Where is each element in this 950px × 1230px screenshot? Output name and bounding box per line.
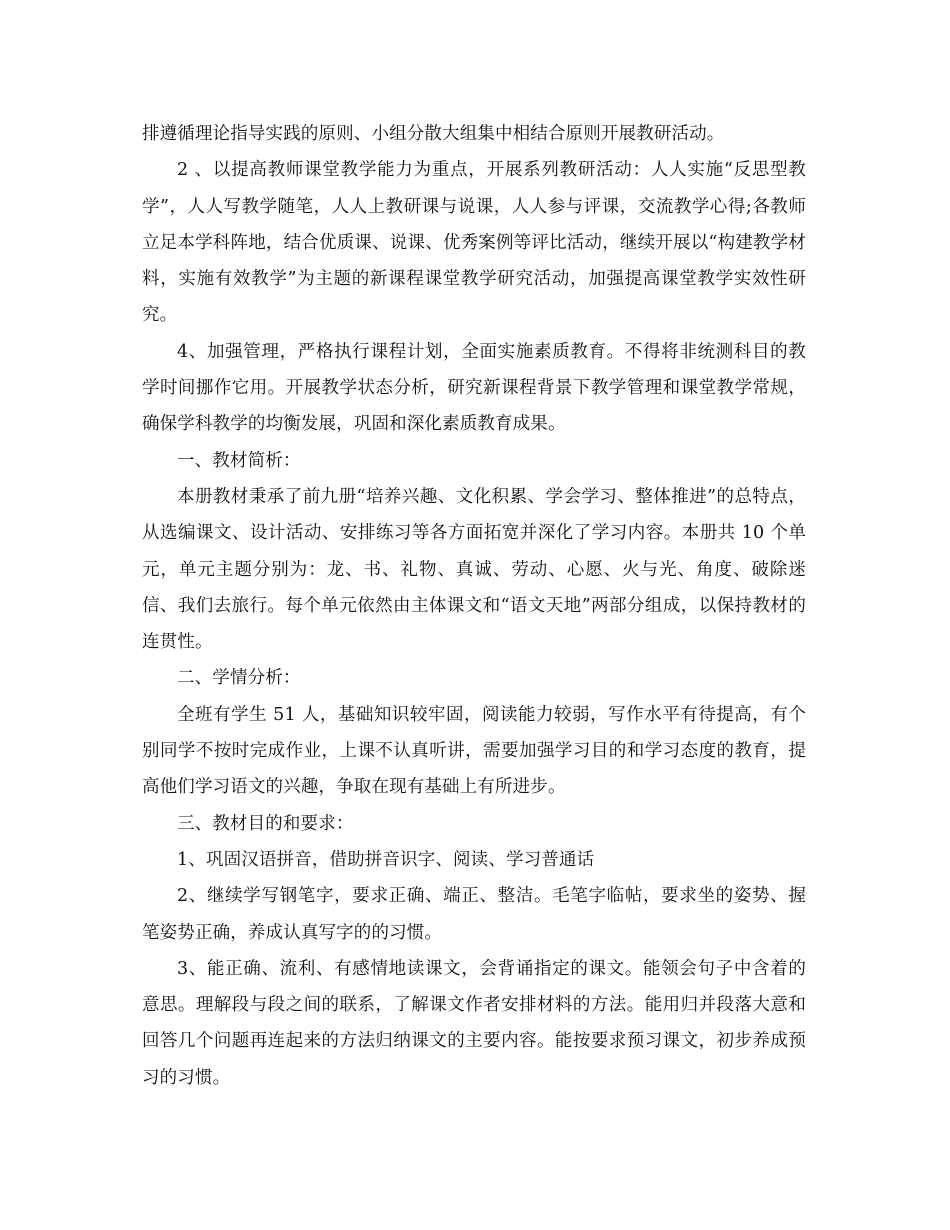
paragraph-student-analysis: 全班有学生 51 人，基础知识较牢固，阅读能力较弱，写作水平有待提高，有个别同学不按时完成作业，上课不认真听讲，需要加强学习目的和学习态度的教育，提高他们学习语文的兴趣，争取在现有基础上有所进步。	[142, 704, 806, 798]
section-heading-goals: 三、教材目的和要求：	[177, 813, 354, 834]
paragraph-item-2: 2 、以提高教师课堂教学能力为重点，开展系列教研活动：人人实施“反思型教学”，人人写教学随笔，人人上教研课与说课，人人参与评课，交流教学心得;各教师立足本学科阵地，结合优质课、说课、优秀案例等评比活动，继续开展以“构建教学材料，实施有效教学”为主题的新课程课堂教学研究活动，加强提高课堂教学实效性研究。	[142, 160, 806, 326]
goal-item-2: 2、继续学写钢笔字，要求正确、端正、整洁。毛笔字临帖，要求坐的姿势、握笔姿势正确，养成认真写字的的习惯。	[142, 886, 806, 943]
paragraph-item-4: 4、加强管理，严格执行课程计划，全面实施素质教育。不得将非统测科目的教学时间挪作它用。开展教学状态分析，研究新课程背景下教学管理和课堂教学常规，确保学科教学的均衡发展，巩固和深化素质教育成果。	[142, 341, 806, 435]
document-body	[142, 116, 806, 1096]
goal-item-3: 3、能正确、流利、有感情地读课文，会背诵指定的课文。能领会句子中含着的意思。理解段与段之间的联系，了解课文作者安排材料的方法。能用归并段落大意和回答几个问题再连起来的方法归纳课文的主要内容。能按要求预习课文，初步养成预习的习惯。	[142, 958, 806, 1088]
goal-item-1: 1、巩固汉语拼音，借助拼音识字、阅读、学习普通话	[177, 849, 595, 870]
paragraph-textbook-analysis: 本册教材秉承了前九册“培养兴趣、文化积累、学会学习、整体推进”的总特点，从选编课文、设计活动、安排练习等各方面拓宽并深化了学习内容。本册共 10 个单元，单元主题分别为：龙、书、礼物、真诚、劳动、心愿、火与光、角度、破除迷信、我们去旅行。每个单元依然由主体课文和“语文天地”两部分组成，以保持教材的连贯性。	[142, 486, 806, 653]
section-heading-student-analysis: 二、学情分析：	[177, 668, 301, 689]
section-heading-textbook-analysis: 一、教材简析：	[177, 450, 301, 471]
paragraph-continuation: 排遵循理论指导实践的原则、小组分散大组集中相结合原则开展教研活动。	[142, 124, 725, 144]
